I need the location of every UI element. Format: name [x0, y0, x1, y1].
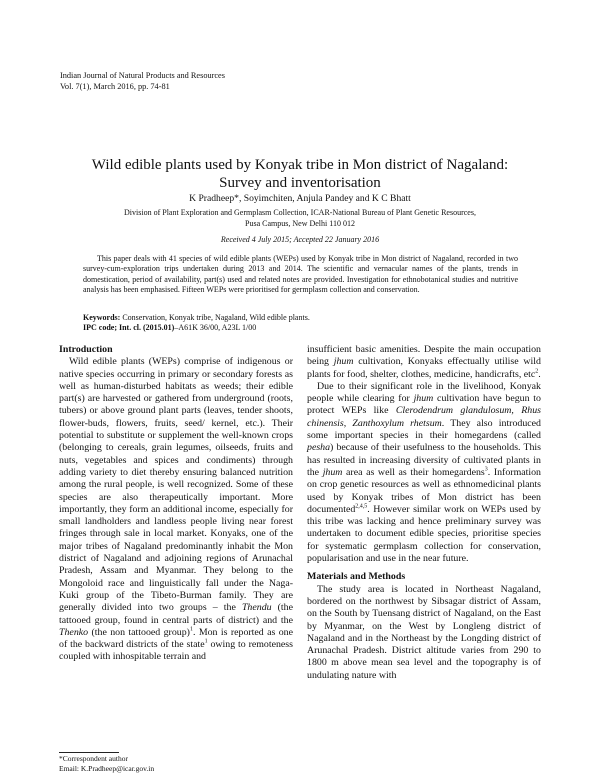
received-date: Received 4 July 2015; Accepted 22 January 2016	[220, 235, 380, 244]
authors: K Pradheep*, Soyimchiten, Anjula Pandey and K C Bhatt	[189, 193, 411, 204]
affiliation	[60, 208, 540, 229]
affiliation-line-2: Pusa Campus, New Delhi 110 012	[245, 218, 355, 228]
keywords-block	[83, 313, 518, 333]
ipc-text: –A61K 36/00, A23L 1/00	[174, 323, 257, 332]
citation: 1	[189, 626, 193, 633]
ipc-label: IPC code; Int. cl. (2015.01)	[83, 323, 175, 332]
citation: 2,4,5	[355, 503, 368, 510]
left-column	[59, 344, 293, 664]
footnote-corresponding: *Correspondent author	[59, 754, 128, 763]
abstract: This paper deals with 41 species of wild edible plants (WEPs) used by Konyak tribe in Mon district of Nagaland, recorded in two survey-cum-exploration trips undertaken during 2013 and 2014. The scientific and vernacular names of the plants, trends in domestication, period of availability, part(s) used and related notes are provided. Investigation for ethnobotanical studies and nutritive analysis has been emphasised. Fifteen WEPs were prioritised for germplasm collection and conservation.	[83, 254, 518, 295]
footnote-divider	[59, 752, 119, 753]
methods-heading: Materials and Methods	[307, 571, 406, 583]
intro-heading: Introduction	[59, 344, 113, 355]
journal-name: Indian Journal of Natural Products and Resources	[60, 71, 225, 80]
affiliation-line-1: Division of Plant Exploration and Germplasm Collection, ICAR-National Bureau of Plant Genetic Resources,	[124, 208, 476, 217]
title-line-2: Survey and inventorisation	[219, 175, 381, 191]
keywords-label: Keywords:	[83, 313, 121, 322]
journal-header	[60, 70, 225, 92]
citation: 3	[484, 466, 488, 473]
intro-paragraph-2: Due to their significant role in the livelihood, Konyak people while clearing for jhum cultivation have begun to protect WEPs like Clerodendrum glandulosum, Rhus chinensis, Zanthoxylum rhetsum. They also introduced some important species in their homegardens (called pesha) because of their usefulness to the households. This has resulted in increasing diversity of cultivated plants in the jhum area as well as their homegardens$^3$. Information on crop genetic resources as well as ethnomedicinal plants used by Konyak tribes of Mon district has been documented$^{2,4,5}$. However similar work on WEPs used by this tribe was lacking and hence preliminary survey was undertaken to document edible species, prioritise species for systematic germplasm collection for conservation, popularisation and use in the near future.	[307, 380, 542, 565]
citation: 1	[204, 638, 208, 645]
intro-continued: insufficient basic amenities. Despite the main occupation being jhum cultivation, Konyaks effectually utilise wild plants for food, shelter, clothes, medicine, handicrafts, etc$^2$.	[307, 344, 541, 380]
title-line-1: Wild edible plants used by Konyak tribe in Mon district of Nagaland:	[91, 157, 509, 173]
methods-paragraph: The study area is located in Northeast Nagaland, bordered on the northwest by Sibsagar district of Assam, on the South by Tuensang district of Nagaland, on the East by Myanmar, on the West by Longleng district of Nagaland and in the Northeast by the Longding district of Arunachal Pradesh. District altitude varies from 290 to 1800 m above mean sea level and the topography is of undulating nature with	[307, 583, 541, 681]
intro-paragraph: Wild edible plants (WEPs) comprise of indigenous or native species occurring in primary or secondary forests as well as human-disturbed habitats as weeds; their edible part(s) are harvested or gathered from underground (roots, tubers) or above ground plant parts (leaves, tender shoots, flower-buds, flowers, fruits, seed/ kernel, etc.). Their potential to substitute or supplement the well-known crops (belonging to cereals, grain legumes, oilseeds, fruits and nuts, vegetables and spices and condiments) through adding variety to diet thereby ensuring balanced nutrition among the rural people, is well recognized. Some of these species are also therapeutically important. More importantly, they form an additional income, especially for small landholders and landless people living near forest fringes through sale in local market. Konyaks, one of the major tribes of Nagaland predominantly inhabit the Mon district of Nagaland and adjoining regions of Arunachal Pradesh, Assam and Myanmar. They belong to the Mongoloid race and linguistically fall under the Naga-Kuki group of the Tibeto-Burman family. They are generally divided into two groups – the Thendu (the tattooed group, found in central parts of district) and the Thenko (the non tattooed group)$^1$. Mon is reported as one of the backward districts of the state$^1$ owing to remoteness coupled with inhospitable terrain and	[59, 356, 293, 663]
citation: 2	[535, 368, 539, 375]
paper-title	[60, 156, 540, 192]
journal-volume: Vol. 7(1), March 2016, pp. 74-81	[60, 82, 170, 91]
keywords-text: Conservation, Konyak tribe, Nagaland, Wild edible plants.	[120, 313, 310, 322]
footnote-email: Email: K.Pradheep@icar.gov.in	[59, 764, 155, 773]
right-column	[307, 344, 541, 682]
